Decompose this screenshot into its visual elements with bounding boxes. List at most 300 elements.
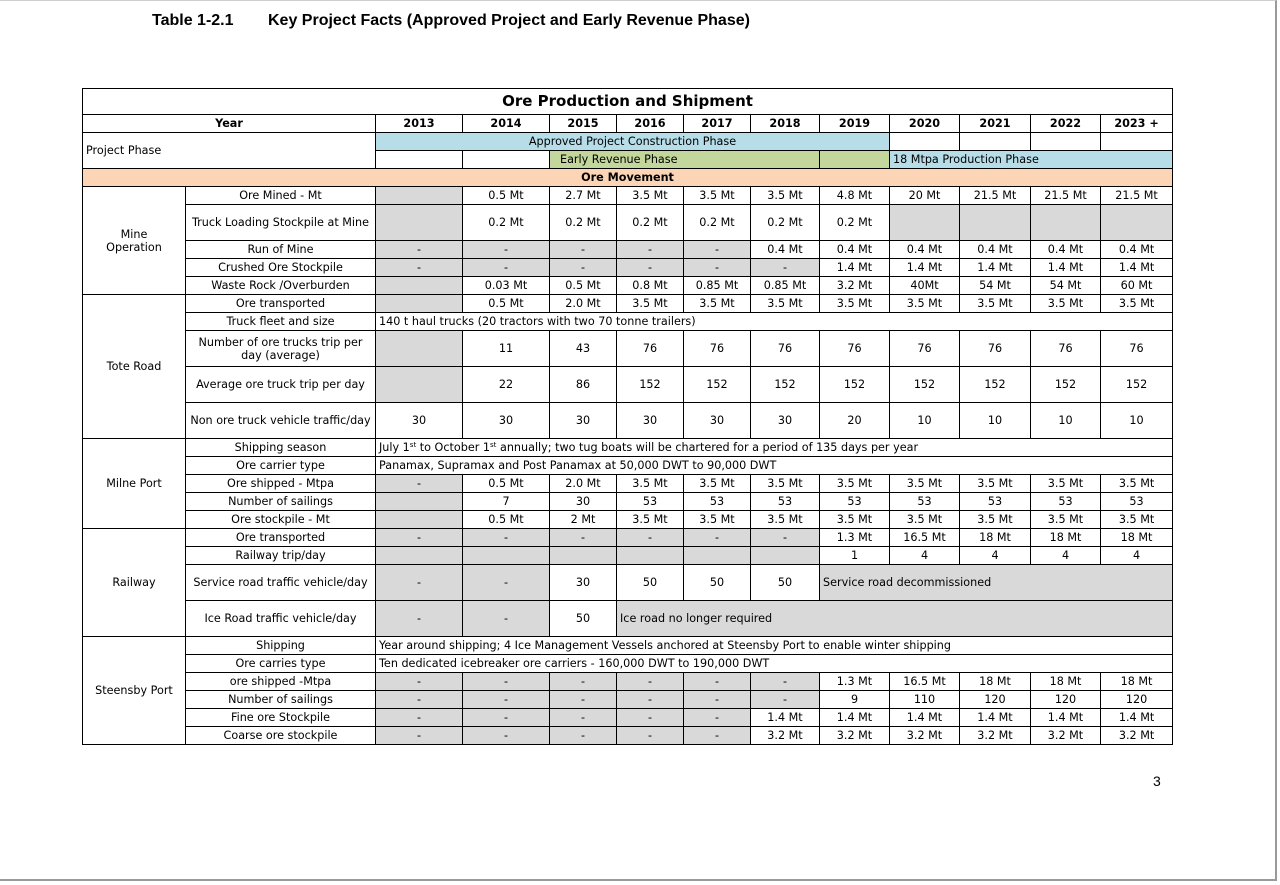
value-cell <box>550 547 617 565</box>
value-cell: - <box>550 691 617 709</box>
value-cell: 54 Mt <box>960 277 1031 295</box>
value-cell: 0.4 Mt <box>820 241 890 259</box>
empty-cell <box>1031 133 1101 151</box>
table-row <box>83 457 1173 475</box>
row-label: Ore shipped - Mtpa <box>186 475 376 493</box>
value-cell: - <box>463 529 550 547</box>
service-road-note: Service road decommissioned <box>820 565 1173 601</box>
value-cell: 1.4 Mt <box>1101 259 1173 277</box>
row-label: Crushed Ore Stockpile <box>186 259 376 277</box>
value-cell: 0.2 Mt <box>550 205 617 241</box>
value-cell: 120 <box>960 691 1031 709</box>
value-cell: 50 <box>751 565 820 601</box>
value-cell: 53 <box>751 493 820 511</box>
value-cell: 1.4 Mt <box>960 259 1031 277</box>
value-cell: 21.5 Mt <box>1031 187 1101 205</box>
table-row <box>83 529 1173 547</box>
empty-cell <box>890 133 960 151</box>
value-cell: - <box>550 673 617 691</box>
value-cell: 1.3 Mt <box>820 529 890 547</box>
milne-port-group-label: Milne Port <box>83 439 186 529</box>
year-cell: 2013 <box>376 115 463 133</box>
empty-cell <box>1101 133 1173 151</box>
value-cell: 10 <box>1031 403 1101 439</box>
value-cell: 0.5 Mt <box>463 295 550 313</box>
value-cell: - <box>463 601 550 637</box>
value-cell: - <box>751 529 820 547</box>
value-cell: 30 <box>463 403 550 439</box>
row-label: Ore transported <box>186 295 376 313</box>
value-cell: 3.5 Mt <box>751 511 820 529</box>
value-cell: - <box>463 727 550 745</box>
value-cell: - <box>376 565 463 601</box>
value-cell: 18 Mt <box>960 529 1031 547</box>
value-cell: 3.2 Mt <box>1031 727 1101 745</box>
year-cell: 2021 <box>960 115 1031 133</box>
year-row <box>83 115 1173 133</box>
value-cell: 21.5 Mt <box>960 187 1031 205</box>
row-label: Number of sailings <box>186 691 376 709</box>
table-row <box>83 727 1173 745</box>
value-cell <box>376 493 463 511</box>
value-cell: - <box>550 241 617 259</box>
value-cell <box>376 205 463 241</box>
table-caption-title: Key Project Facts (Approved Project and Early Revenue Phase) <box>268 12 750 29</box>
value-cell: 76 <box>617 331 684 367</box>
value-cell: 3.2 Mt <box>820 727 890 745</box>
value-cell: 40Mt <box>890 277 960 295</box>
value-cell: 3.5 Mt <box>1031 475 1101 493</box>
ore-production-table <box>82 88 1173 745</box>
value-cell: 30 <box>751 403 820 439</box>
table-row <box>83 655 1173 673</box>
value-cell: 3.5 Mt <box>617 511 684 529</box>
value-cell: - <box>463 709 550 727</box>
table-row <box>83 511 1173 529</box>
value-cell <box>684 547 751 565</box>
value-cell: 50 <box>617 565 684 601</box>
year-cell: 2014 <box>463 115 550 133</box>
value-cell: - <box>463 673 550 691</box>
value-cell: 3.5 Mt <box>820 295 890 313</box>
value-cell: 3.5 Mt <box>751 295 820 313</box>
value-cell: 3.5 Mt <box>890 511 960 529</box>
table-number: Table 1-2.1 <box>152 12 234 29</box>
value-cell: 0.5 Mt <box>463 475 550 493</box>
value-cell: 3.5 Mt <box>1101 511 1173 529</box>
value-cell: 1.4 Mt <box>820 259 890 277</box>
value-cell: 1.4 Mt <box>1031 259 1101 277</box>
value-cell: - <box>617 727 684 745</box>
table-row <box>83 259 1173 277</box>
value-cell: 2.0 Mt <box>550 295 617 313</box>
page-number: 3 <box>1153 773 1161 789</box>
value-cell: - <box>550 709 617 727</box>
year-cell: 2016 <box>617 115 684 133</box>
value-cell: 1.4 Mt <box>820 709 890 727</box>
value-cell: 76 <box>751 331 820 367</box>
row-label: Shipping season <box>186 439 376 457</box>
production-phase-band: 18 Mtpa Production Phase <box>890 151 1173 169</box>
truck-fleet-description: 140 t haul trucks (20 tractors with two 70 tonne trailers) <box>376 313 1173 331</box>
value-cell: 76 <box>960 331 1031 367</box>
value-cell: 18 Mt <box>1101 529 1173 547</box>
value-cell: 60 Mt <box>1101 277 1173 295</box>
shipping-season-text: annually; two tug boats will be chartered for a period of 135 days per year <box>496 441 919 454</box>
row-label: Truck fleet and size <box>186 313 376 331</box>
value-cell: 53 <box>684 493 751 511</box>
value-cell: 3.5 Mt <box>820 511 890 529</box>
value-cell: - <box>751 259 820 277</box>
table-row <box>83 331 1173 367</box>
value-cell: 0.4 Mt <box>890 241 960 259</box>
project-phase-label: Project Phase <box>83 133 376 169</box>
value-cell: 76 <box>890 331 960 367</box>
value-cell: 53 <box>890 493 960 511</box>
value-cell: 16.5 Mt <box>890 529 960 547</box>
value-cell: 152 <box>751 367 820 403</box>
table-row <box>83 277 1173 295</box>
value-cell: 2.0 Mt <box>550 475 617 493</box>
value-cell: 3.2 Mt <box>751 727 820 745</box>
table-row <box>83 403 1173 439</box>
value-cell: 0.2 Mt <box>463 205 550 241</box>
value-cell: 1.4 Mt <box>751 709 820 727</box>
value-cell <box>751 547 820 565</box>
value-cell <box>463 547 550 565</box>
value-cell: 3.5 Mt <box>960 295 1031 313</box>
value-cell <box>376 511 463 529</box>
value-cell: - <box>376 259 463 277</box>
value-cell: 0.85 Mt <box>751 277 820 295</box>
value-cell: 3.2 Mt <box>960 727 1031 745</box>
value-cell: 30 <box>376 403 463 439</box>
value-cell: 3.5 Mt <box>684 475 751 493</box>
value-cell: 0.2 Mt <box>820 205 890 241</box>
table-row <box>83 475 1173 493</box>
ordinal-suffix: st <box>490 441 497 449</box>
row-label: Run of Mine <box>186 241 376 259</box>
table-row <box>83 709 1173 727</box>
value-cell <box>376 367 463 403</box>
value-cell: 30 <box>550 493 617 511</box>
value-cell: 30 <box>617 403 684 439</box>
value-cell: 50 <box>684 565 751 601</box>
table-row <box>83 547 1173 565</box>
value-cell: 3.5 Mt <box>960 475 1031 493</box>
value-cell: 30 <box>550 565 617 601</box>
value-cell: 86 <box>550 367 617 403</box>
value-cell <box>376 277 463 295</box>
value-cell: 1.4 Mt <box>890 259 960 277</box>
empty-cell <box>960 133 1031 151</box>
value-cell <box>376 295 463 313</box>
value-cell: - <box>550 727 617 745</box>
table-title: Ore Production and Shipment <box>83 89 1173 115</box>
carrier-type-description: Panamax, Supramax and Post Panamax at 50,000 DWT to 90,000 DWT <box>376 457 1173 475</box>
value-cell: 3.5 Mt <box>617 475 684 493</box>
value-cell: - <box>376 727 463 745</box>
value-cell: - <box>617 259 684 277</box>
value-cell: - <box>463 565 550 601</box>
row-label: Average ore truck trip per day <box>186 367 376 403</box>
value-cell: 3.2 Mt <box>890 727 960 745</box>
year-label: Year <box>83 115 376 133</box>
value-cell: 120 <box>1031 691 1101 709</box>
steensby-shipping-description: Year around shipping; 4 Ice Management Vessels anchored at Steensby Port to enable winter shipping <box>376 637 1173 655</box>
table-caption <box>152 12 750 30</box>
value-cell: 1.4 Mt <box>890 709 960 727</box>
year-cell: 2017 <box>684 115 751 133</box>
value-cell: 1.3 Mt <box>820 673 890 691</box>
value-cell: 4 <box>960 547 1031 565</box>
table-row <box>83 601 1173 637</box>
value-cell: 3.2 Mt <box>1101 727 1173 745</box>
steensby-port-group-label: Steensby Port <box>83 637 186 745</box>
row-label: Ore stockpile - Mt <box>186 511 376 529</box>
value-cell: - <box>684 259 751 277</box>
row-label: Number of sailings <box>186 493 376 511</box>
row-label: Service road traffic vehicle/day <box>186 565 376 601</box>
value-cell <box>960 205 1031 241</box>
value-cell: 3.5 Mt <box>960 511 1031 529</box>
value-cell: - <box>376 475 463 493</box>
value-cell: 43 <box>550 331 617 367</box>
value-cell: - <box>376 529 463 547</box>
value-cell: - <box>463 241 550 259</box>
row-label: Ice Road traffic vehicle/day <box>186 601 376 637</box>
row-label: Coarse ore stockpile <box>186 727 376 745</box>
value-cell: 3.5 Mt <box>751 187 820 205</box>
value-cell: 4 <box>1031 547 1101 565</box>
value-cell: - <box>376 673 463 691</box>
row-label: Non ore truck vehicle traffic/day <box>186 403 376 439</box>
construction-phase-band: Approved Project Construction Phase <box>376 133 890 151</box>
railway-group-label: Railway <box>83 529 186 637</box>
table-row <box>83 187 1173 205</box>
value-cell <box>1031 205 1101 241</box>
value-cell: 0.2 Mt <box>684 205 751 241</box>
value-cell: - <box>376 691 463 709</box>
table-row <box>83 673 1173 691</box>
value-cell: - <box>684 673 751 691</box>
ore-movement-section-header: Ore Movement <box>83 169 1173 187</box>
value-cell: 3.5 Mt <box>820 475 890 493</box>
year-cell: 2022 <box>1031 115 1101 133</box>
ordinal-suffix: st <box>409 441 417 449</box>
value-cell: - <box>684 709 751 727</box>
value-cell: 0.8 Mt <box>617 277 684 295</box>
value-cell: 11 <box>463 331 550 367</box>
row-label: Shipping <box>186 637 376 655</box>
table-row <box>83 367 1173 403</box>
tote-road-group-label: Tote Road <box>83 295 186 439</box>
value-cell: 3.2 Mt <box>820 277 890 295</box>
value-cell: - <box>617 673 684 691</box>
value-cell: 152 <box>890 367 960 403</box>
table-row <box>83 637 1173 655</box>
value-cell: 18 Mt <box>1031 673 1101 691</box>
value-cell: 0.5 Mt <box>550 277 617 295</box>
value-cell: 3.5 Mt <box>751 475 820 493</box>
value-cell: 152 <box>820 367 890 403</box>
row-label: Truck Loading Stockpile at Mine <box>186 205 376 241</box>
value-cell: 0.85 Mt <box>684 277 751 295</box>
value-cell: 53 <box>617 493 684 511</box>
value-cell: 10 <box>890 403 960 439</box>
value-cell: 0.4 Mt <box>1101 241 1173 259</box>
value-cell: 16.5 Mt <box>890 673 960 691</box>
year-cell: 2018 <box>751 115 820 133</box>
steensby-carrier-description: Ten dedicated icebreaker ore carriers - 160,000 DWT to 190,000 DWT <box>376 655 1173 673</box>
value-cell <box>890 205 960 241</box>
value-cell: 3.5 Mt <box>1101 295 1173 313</box>
empty-cell <box>376 151 463 169</box>
value-cell: - <box>684 727 751 745</box>
row-label: Number of ore trucks trip per day (average) <box>186 331 376 367</box>
value-cell: 9 <box>820 691 890 709</box>
value-cell: - <box>463 691 550 709</box>
value-cell <box>376 331 463 367</box>
early-revenue-phase-band: Early Revenue Phase <box>550 151 820 169</box>
table-row <box>83 295 1173 313</box>
value-cell: - <box>684 241 751 259</box>
value-cell: 22 <box>463 367 550 403</box>
value-cell: 76 <box>1031 331 1101 367</box>
value-cell: 3.5 Mt <box>684 187 751 205</box>
shipping-season-text: July 1 <box>379 441 410 454</box>
value-cell <box>376 187 463 205</box>
value-cell: 152 <box>617 367 684 403</box>
value-cell: 3.5 Mt <box>890 295 960 313</box>
table-row <box>83 565 1173 601</box>
value-cell: 0.03 Mt <box>463 277 550 295</box>
value-cell: - <box>684 691 751 709</box>
value-cell: 30 <box>684 403 751 439</box>
value-cell: 3.5 Mt <box>617 187 684 205</box>
table-row <box>83 241 1173 259</box>
table-row <box>83 691 1173 709</box>
mine-operation-group-label: Mine Operation <box>83 187 186 295</box>
value-cell: 53 <box>1101 493 1173 511</box>
value-cell: 4 <box>1101 547 1173 565</box>
value-cell: 76 <box>684 331 751 367</box>
project-phase-row-1 <box>83 133 1173 151</box>
value-cell: 0.5 Mt <box>463 511 550 529</box>
value-cell: 120 <box>1101 691 1173 709</box>
value-cell <box>1101 205 1173 241</box>
value-cell: - <box>617 709 684 727</box>
year-cell: 2015 <box>550 115 617 133</box>
value-cell: 30 <box>550 403 617 439</box>
value-cell: 1.4 Mt <box>960 709 1031 727</box>
early-revenue-phase-band-end <box>820 151 890 169</box>
value-cell: - <box>376 709 463 727</box>
value-cell: 3.5 Mt <box>684 295 751 313</box>
value-cell: 50 <box>550 601 617 637</box>
value-cell: - <box>617 529 684 547</box>
value-cell: - <box>617 241 684 259</box>
value-cell: 53 <box>1031 493 1101 511</box>
row-label: ore shipped -Mtpa <box>186 673 376 691</box>
value-cell: - <box>684 529 751 547</box>
value-cell: 0.4 Mt <box>960 241 1031 259</box>
row-label: Ore transported <box>186 529 376 547</box>
value-cell: 18 Mt <box>960 673 1031 691</box>
value-cell: - <box>550 529 617 547</box>
value-cell: 3.5 Mt <box>1031 295 1101 313</box>
value-cell: 10 <box>960 403 1031 439</box>
value-cell: 1.4 Mt <box>1031 709 1101 727</box>
value-cell: 4 <box>890 547 960 565</box>
value-cell: 3.5 Mt <box>1101 475 1173 493</box>
row-label: Railway trip/day <box>186 547 376 565</box>
year-cell: 2023 + <box>1101 115 1173 133</box>
value-cell: 0.2 Mt <box>751 205 820 241</box>
shipping-season-text: to October 1 <box>416 441 490 454</box>
value-cell: 53 <box>820 493 890 511</box>
value-cell: - <box>376 241 463 259</box>
row-label: Ore Mined - Mt <box>186 187 376 205</box>
row-label: Ore carrier type <box>186 457 376 475</box>
value-cell: - <box>376 601 463 637</box>
value-cell: 2 Mt <box>550 511 617 529</box>
table-row <box>83 313 1173 331</box>
value-cell: 76 <box>1101 331 1173 367</box>
value-cell: 152 <box>960 367 1031 403</box>
value-cell: 53 <box>960 493 1031 511</box>
value-cell: - <box>751 673 820 691</box>
value-cell: - <box>463 259 550 277</box>
empty-cell <box>463 151 550 169</box>
value-cell: 152 <box>684 367 751 403</box>
value-cell: 3.5 Mt <box>890 475 960 493</box>
value-cell: 3.5 Mt <box>617 295 684 313</box>
value-cell: 20 Mt <box>890 187 960 205</box>
value-cell <box>376 547 463 565</box>
value-cell: 0.4 Mt <box>751 241 820 259</box>
value-cell: 1.4 Mt <box>1101 709 1173 727</box>
value-cell: 0.5 Mt <box>463 187 550 205</box>
value-cell: - <box>617 691 684 709</box>
table-row <box>83 493 1173 511</box>
value-cell: 2.7 Mt <box>550 187 617 205</box>
table-row <box>83 205 1173 241</box>
value-cell: 20 <box>820 403 890 439</box>
value-cell: 110 <box>890 691 960 709</box>
value-cell: 0.4 Mt <box>1031 241 1101 259</box>
value-cell: 18 Mt <box>1101 673 1173 691</box>
value-cell: 3.5 Mt <box>684 511 751 529</box>
value-cell: 0.2 Mt <box>617 205 684 241</box>
value-cell <box>617 547 684 565</box>
row-label: Waste Rock /Overburden <box>186 277 376 295</box>
value-cell: 3.5 Mt <box>1031 511 1101 529</box>
row-label: Fine ore Stockpile <box>186 709 376 727</box>
table-row <box>83 439 1173 457</box>
value-cell: 4.8 Mt <box>820 187 890 205</box>
value-cell: 18 Mt <box>1031 529 1101 547</box>
value-cell: 21.5 Mt <box>1101 187 1173 205</box>
ice-road-note: Ice road no longer required <box>617 601 1173 637</box>
value-cell: 1 <box>820 547 890 565</box>
value-cell: - <box>751 691 820 709</box>
value-cell: 10 <box>1101 403 1173 439</box>
value-cell: 7 <box>463 493 550 511</box>
value-cell: 54 Mt <box>1031 277 1101 295</box>
year-cell: 2019 <box>820 115 890 133</box>
year-cell: 2020 <box>890 115 960 133</box>
